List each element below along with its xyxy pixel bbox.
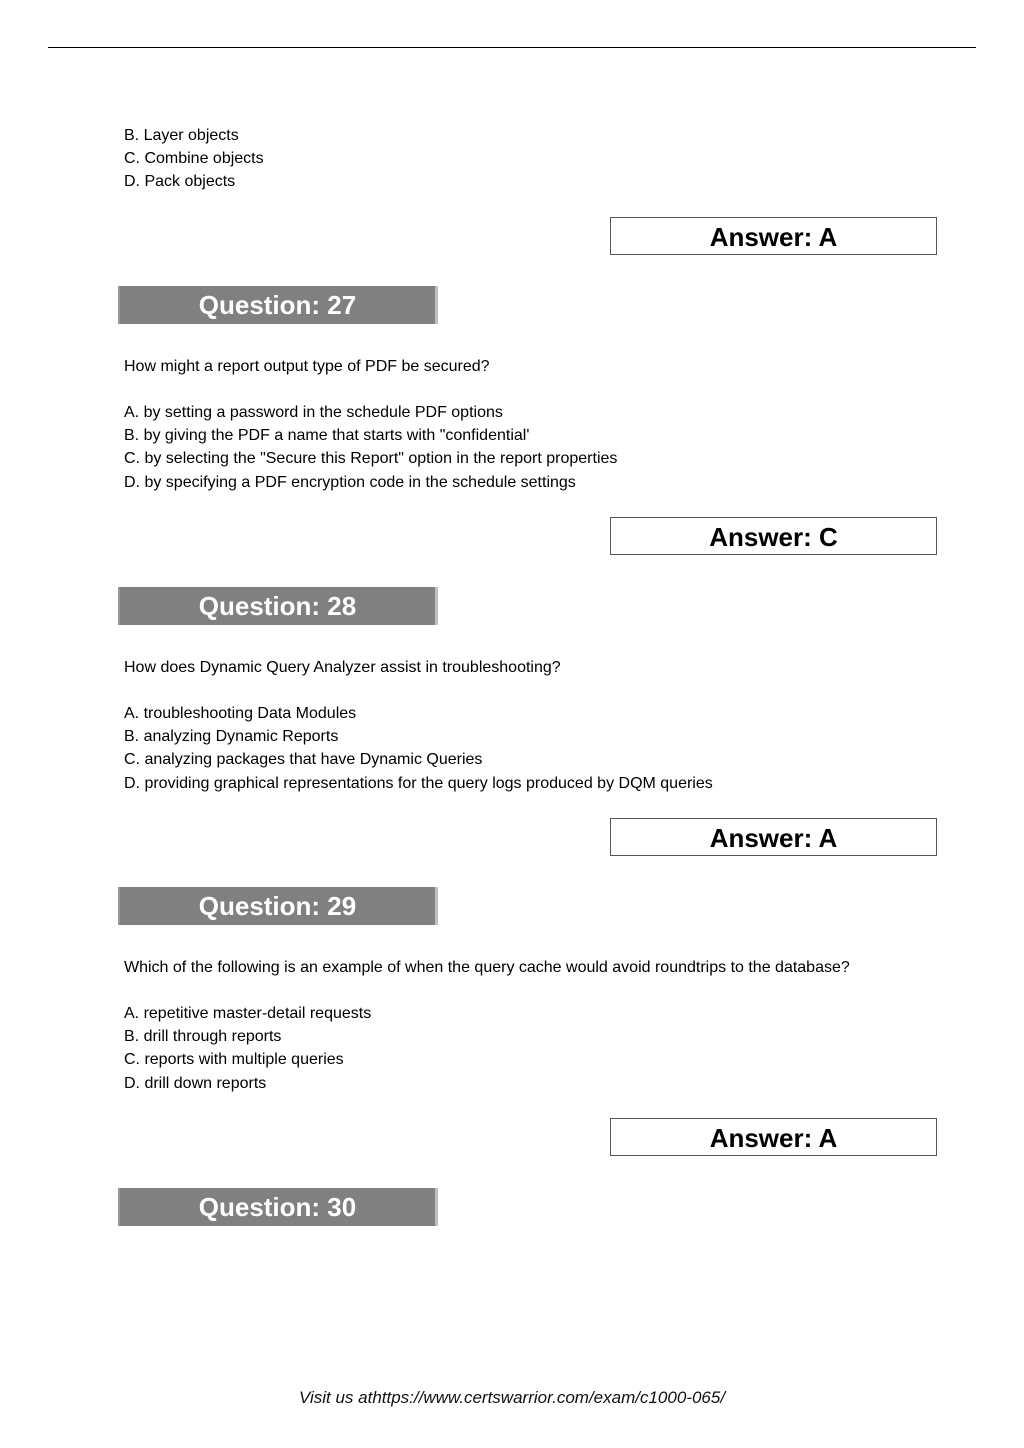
answer-options xyxy=(124,1002,371,1095)
option: D. drill down reports xyxy=(124,1074,267,1092)
question-text: How might a report output type of PDF be secured? xyxy=(124,358,490,375)
answer-options xyxy=(124,124,264,194)
option: C. Combine objects xyxy=(124,150,264,168)
question-header: Question: 29 xyxy=(118,887,438,925)
option: A. troubleshooting Data Modules xyxy=(124,705,357,722)
option: B. by giving the PDF a name that starts with "confidential' xyxy=(124,427,530,445)
header-rule xyxy=(48,47,976,48)
answer-options xyxy=(124,702,713,795)
question-header: Question: 27 xyxy=(118,286,438,324)
footer-link[interactable]: Visit us athttps://www.certswarrior.com/exam/c1000-065/ xyxy=(298,1388,726,1407)
question-header: Question: 28 xyxy=(118,587,438,625)
option: D. Pack objects xyxy=(124,173,236,191)
answer-box: Answer: C xyxy=(610,517,937,555)
option: A. repetitive master-detail requests xyxy=(124,1005,372,1022)
option: C. reports with multiple queries xyxy=(124,1051,344,1069)
option: B. Layer objects xyxy=(124,127,239,144)
answer-box: Answer: A xyxy=(610,818,937,856)
question-text: Which of the following is an example of when the query cache would avoid roundtrips to the database? xyxy=(124,959,850,976)
option: B. analyzing Dynamic Reports xyxy=(124,728,339,746)
option: C. analyzing packages that have Dynamic Queries xyxy=(124,751,483,769)
option: D. providing graphical representations for the query logs produced by DQM queries xyxy=(124,774,713,792)
option: B. drill through reports xyxy=(124,1028,282,1046)
answer-box: Answer: A xyxy=(610,1118,937,1156)
option: D. by specifying a PDF encryption code in the schedule settings xyxy=(124,473,576,491)
option: A. by setting a password in the schedule PDF options xyxy=(124,404,503,421)
option: C. by selecting the "Secure this Report" option in the report properties xyxy=(124,450,618,468)
answer-box: Answer: A xyxy=(610,217,937,255)
question-header: Question: 30 xyxy=(118,1188,438,1226)
question-text: How does Dynamic Query Analyzer assist in troubleshooting? xyxy=(124,659,561,676)
answer-options xyxy=(124,401,617,494)
